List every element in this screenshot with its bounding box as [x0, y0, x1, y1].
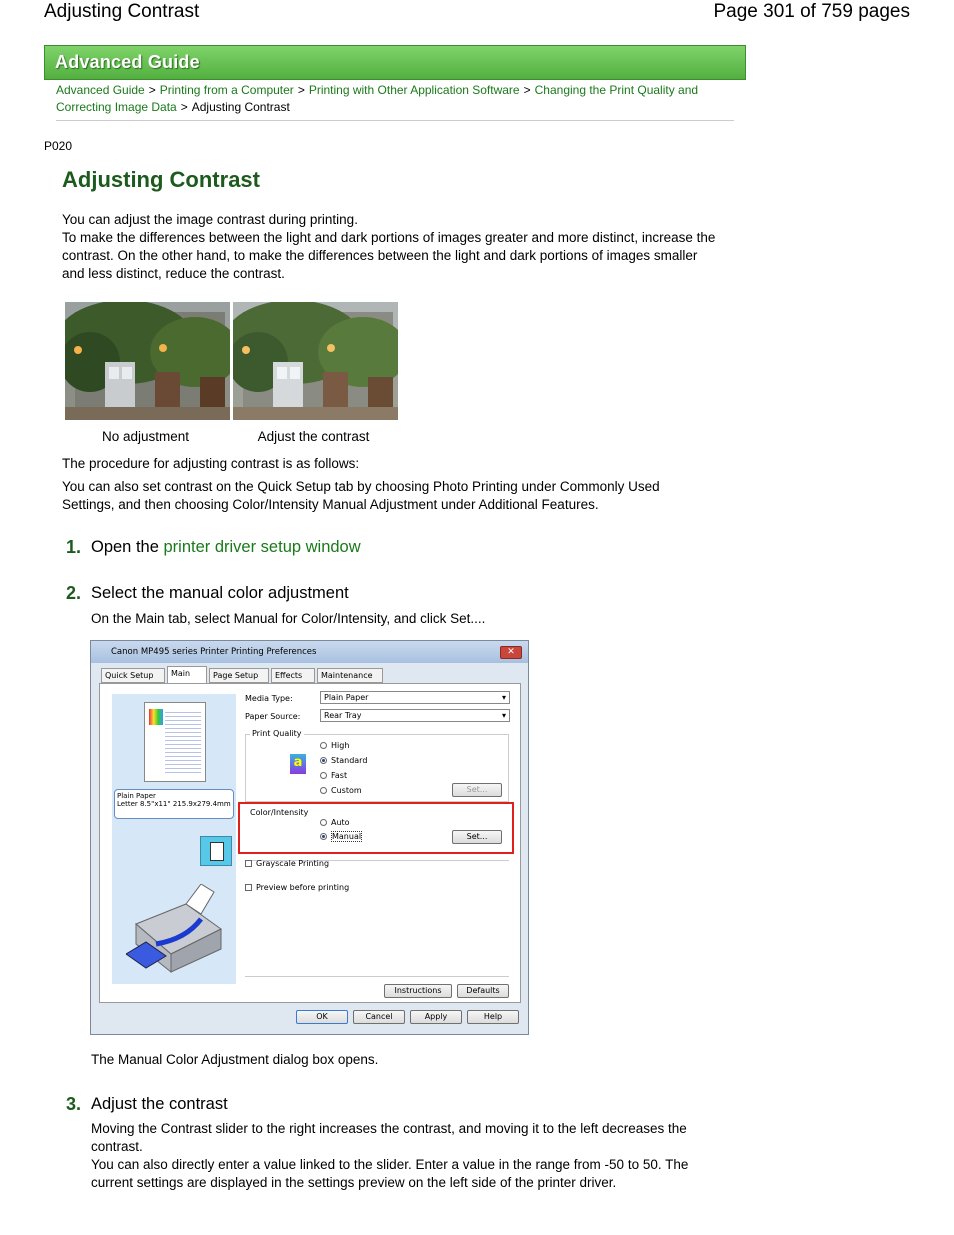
intro-line-2: To make the differences between the light and dark portions of images greater and more distinct, increase the contrast. On the other hand, to make the differences between the light and dark portions of images smaller and less distinct, reduce the contrast. [62, 230, 716, 281]
printer-driver-setup-link[interactable]: printer driver setup window [163, 538, 361, 556]
page-orientation-icon [200, 836, 232, 866]
step-2-number: 2. [66, 583, 82, 603]
close-icon[interactable]: ✕ [500, 646, 522, 659]
step-1-title [91, 538, 361, 557]
note-text: You can also set contrast on the Quick Setup tab by choosing Photo Printing under Commonly Used Settings, and then choosing Color/Intensity Manual Adjustment under Additional Features. [62, 479, 660, 512]
tab-quick-setup[interactable]: Quick Setup [101, 668, 165, 683]
cancel-button[interactable]: Cancel [353, 1010, 405, 1024]
banner-label: Advanced Guide [55, 52, 200, 72]
paper-source-label: Paper Source: [245, 712, 301, 721]
tab-main[interactable]: Main [167, 666, 207, 684]
tab-effects[interactable]: Effects [271, 668, 315, 683]
quality-fast-radio[interactable]: Fast [320, 771, 347, 780]
color-auto-radio[interactable]: Auto [320, 818, 350, 827]
header-title: Adjusting Contrast [44, 1, 200, 22]
media-type-label: Media Type: [245, 694, 293, 703]
quality-icon: a [290, 754, 306, 774]
print-quality-label: Print Quality [252, 729, 302, 738]
step-3-title: Adjust the contrast [91, 1095, 228, 1113]
grayscale-checkbox[interactable]: Grayscale Printing [245, 859, 329, 868]
quality-custom-radio[interactable]: Custom [320, 786, 362, 795]
breadcrumb-current: Adjusting Contrast [191, 100, 290, 114]
dialog-title: Canon MP495 series Printer Printing Preferences [111, 647, 317, 657]
procedure-text: The procedure for adjusting contrast is as follows: [62, 456, 360, 471]
step-3-body-2: You can also directly enter a value linked to the slider. Enter a value in the range from -50 to 50. The current settings are displayed in the settings preview on the left side of the printer driver. [91, 1157, 689, 1190]
step-2-title: Select the manual color adjustment [91, 584, 349, 602]
breadcrumb-link-advanced-guide[interactable]: Advanced Guide [56, 83, 145, 97]
quality-standard-radio[interactable]: Standard [320, 756, 367, 765]
paper-source-select[interactable]: Rear Tray ▾ [320, 709, 510, 722]
photo-adjusted-contrast [233, 302, 398, 420]
step-3-body [91, 1120, 731, 1192]
photo-no-adjustment [65, 302, 230, 420]
main-tab-panel [99, 683, 521, 1003]
breadcrumb-link-other-application[interactable]: Printing with Other Application Software [308, 83, 520, 97]
header-page-count: Page 301 of 759 pages [713, 1, 910, 22]
help-button[interactable]: Help [467, 1010, 519, 1024]
intro-line-1: You can adjust the image contrast during printing. [62, 212, 358, 227]
caption-no-adjustment: No adjustment [101, 429, 190, 444]
breadcrumb: Advanced Guide > Printing from a Computer > Printing with Other Application Software > Changing the Print Quality and Correcting Image Data > Adjusting Contrast [56, 83, 699, 114]
step-1-number: 1. [66, 537, 82, 557]
color-intensity-label: Color/Intensity [250, 808, 309, 817]
printer-icon [126, 884, 226, 974]
divider [56, 120, 734, 121]
advanced-guide-banner [44, 45, 746, 80]
intro-text [62, 211, 722, 283]
step-2-after: The Manual Color Adjustment dialog box opens. [91, 1052, 379, 1067]
paper-preview [144, 702, 206, 782]
paper-info-type: Plain Paper [117, 792, 156, 800]
page-title: Adjusting Contrast [62, 167, 260, 192]
quality-set-button[interactable]: Set... [452, 783, 502, 797]
settings-preview [112, 694, 236, 984]
quality-high-radio[interactable]: High [320, 741, 349, 750]
preview-before-printing-checkbox[interactable]: Preview before printing [245, 883, 349, 892]
color-set-button[interactable]: Set... [452, 830, 502, 844]
breadcrumb-link-printing-from-computer[interactable]: Printing from a Computer [159, 83, 294, 97]
breadcrumb-link-print-quality[interactable]: Changing the Print Quality and Correcting Image Data [56, 83, 699, 114]
step-3-number: 3. [66, 1094, 82, 1114]
dialog-titlebar [91, 641, 528, 663]
caption-adjust-contrast: Adjust the contrast [257, 429, 370, 444]
tab-page-setup[interactable]: Page Setup [209, 668, 269, 683]
color-manual-radio[interactable]: Manual [320, 832, 362, 841]
paper-info-size: Letter 8.5"x11" 215.9x279.4mm [117, 800, 231, 808]
instructions-button[interactable]: Instructions [384, 984, 452, 998]
page-code: P020 [44, 139, 73, 153]
tab-maintenance[interactable]: Maintenance [317, 668, 383, 683]
media-type-select[interactable]: Plain Paper ▾ [320, 691, 510, 704]
paper-info-box [114, 789, 234, 819]
color-swatch-icon [149, 709, 163, 725]
ok-button[interactable]: OK [296, 1010, 348, 1024]
step-2-body: On the Main tab, select Manual for Color/Intensity, and click Set.... [91, 611, 486, 626]
step-1-prefix: Open the [91, 538, 164, 556]
printer-preferences-dialog [90, 640, 529, 1035]
defaults-button[interactable]: Defaults [457, 984, 509, 998]
step-3-body-1: Moving the Contrast slider to the right increases the contrast, and moving it to the left decreases the contrast. [91, 1121, 687, 1154]
apply-button[interactable]: Apply [410, 1010, 462, 1024]
